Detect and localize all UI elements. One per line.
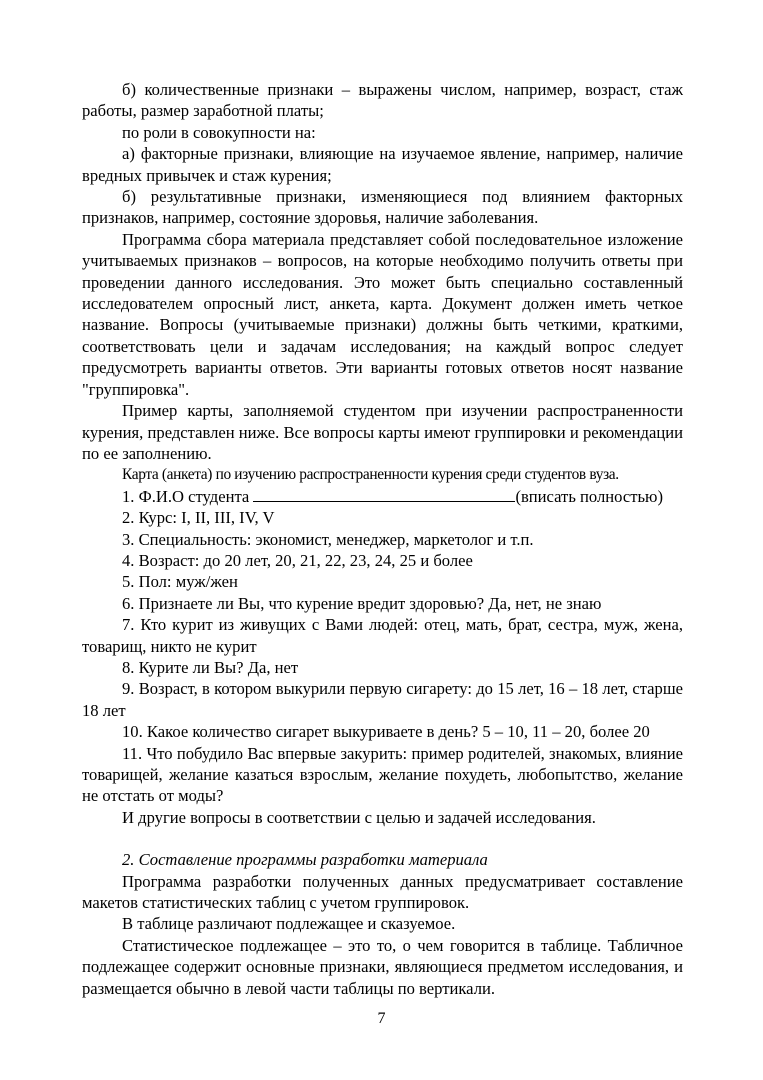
paragraph-factor-features: а) факторные признаки, влияющие на изучаемое явление, например, наличие вредных привычек и стаж курения; bbox=[82, 144, 683, 185]
paragraph-collection-program: Программа сбора материала представляет собой последовательное изложение учитываемых признаков – вопросов, на которые необходимо получить ответы при проведении данного исследования. Это может быть специально составленный исследователем опросный лист, анкета, карта. Документ должен иметь четкое название. Вопросы (учитываемые признаки) должны быть четкими, краткими, соответствовать цели и задачам исследования; на каждый вопрос следует предусмотреть варианты ответов. Эти варианты готовых ответов носят название "группировка". bbox=[82, 229, 683, 399]
survey-question-4: 4. Возраст: до 20 лет, 20, 21, 22, 23, 24, 25 и более bbox=[122, 550, 473, 570]
survey-question-3: 3. Специальность: экономист, менеджер, маркетолог и т.п. bbox=[122, 529, 534, 549]
survey-q1-suffix: (вписать полностью) bbox=[515, 486, 663, 506]
paragraph-statistical-subject: Статистическое подлежащее – это то, о чем говорится в таблице. Табличное подлежащее содержит основные признаки, являющиеся предметом исследования, и размещается обычно в левой части таблицы по вертикали. bbox=[82, 935, 683, 998]
survey-caption: Карта (анкета) по изучению распространенности курения среди студентов вуза. bbox=[122, 466, 619, 484]
paragraph-processing-program: Программа разработки полученных данных предусматривает составление макетов статистических таблиц с учетом группировок. bbox=[82, 871, 683, 913]
section-heading: 2. Составление программы разработки материала bbox=[122, 850, 488, 870]
survey-question-7: 7. Кто курит из живущих с Вами людей: отец, мать, брат, сестра, муж, жена, товарищ, никто не курит bbox=[82, 615, 683, 656]
body-text bbox=[82, 79, 683, 999]
survey-question-10: 10. Какое количество сигарет выкуриваете в день? 5 – 10, 11 – 20, более 20 bbox=[122, 722, 650, 742]
survey-question-9: 9. Возраст, в котором выкурили первую сигарету: до 15 лет, 16 – 18 лет, старше 18 лет bbox=[82, 679, 683, 720]
survey-question-1 bbox=[82, 486, 683, 507]
survey-question-11: 11. Что побудило Вас впервые закурить: пример родителей, знакомых, влияние товарищей, желание казаться взрослым, желание похудеть, любопытство, желание не отстать от моды? bbox=[82, 743, 683, 806]
survey-question-2: 2. Курс: I, II, III, IV, V bbox=[122, 508, 275, 528]
survey-question-5: 5. Пол: муж/жен bbox=[122, 572, 238, 592]
survey-question-6: 6. Признаете ли Вы, что курение вредит здоровью? Да, нет, не знаю bbox=[122, 593, 602, 613]
survey-question-8: 8. Курите ли Вы? Да, нет bbox=[122, 657, 299, 677]
survey-other-questions: И другие вопросы в соответствии с целью и задачей исследования. bbox=[122, 807, 596, 827]
paragraph-result-features: б) результативные признаки, изменяющиеся под влиянием факторных признаков, например, состояние здоровья, наличие заболевания. bbox=[82, 187, 683, 228]
paragraph-card-example: Пример карты, заполняемой студентом при изучении распространенности курения, представлен ниже. Все вопросы карты имеют группировки и рекомендации по ее заполнению. bbox=[82, 401, 683, 463]
survey-q1-prefix: 1. Ф.И.О студента bbox=[122, 486, 250, 506]
paragraph-quantitative-features: б) количественные признаки – выражены числом, например, возраст, стаж работы, размер заработной платы; bbox=[82, 80, 683, 121]
paragraph-subject-predicate: В таблице различают подлежащее и сказуемое. bbox=[122, 914, 456, 934]
survey-q1-blank-line bbox=[253, 487, 515, 502]
page-number: 7 bbox=[377, 1010, 386, 1027]
paragraph-role-in-population: по роли в совокупности на: bbox=[122, 122, 316, 142]
